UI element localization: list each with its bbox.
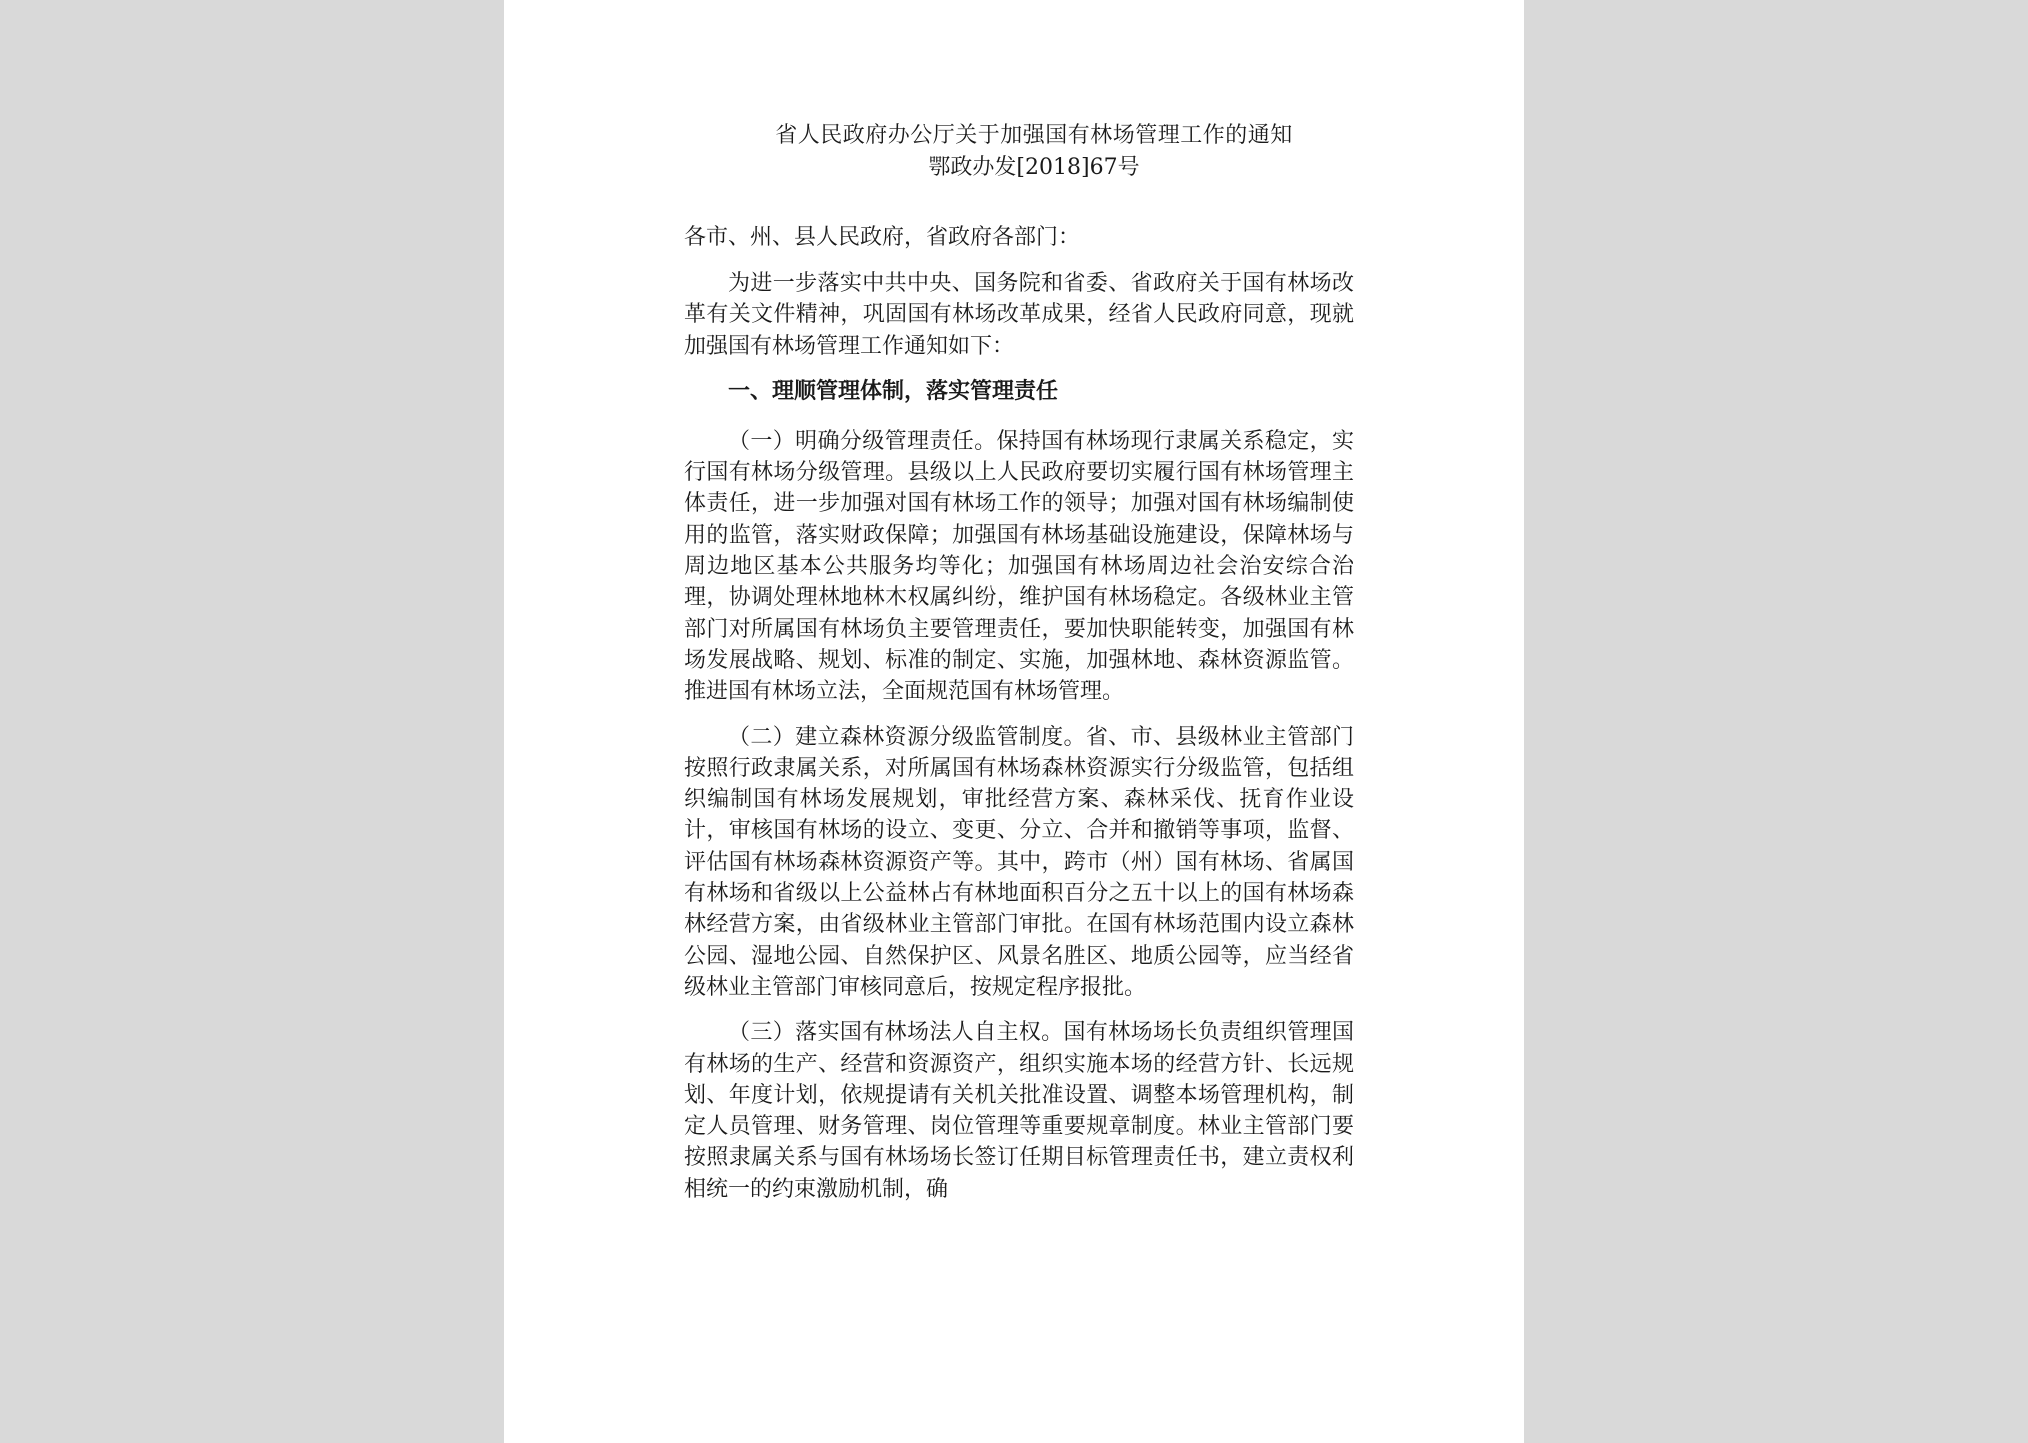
document-number: 鄂政办发[2018]67号	[928, 155, 1140, 180]
document-page	[504, 0, 1524, 1443]
paragraph-2: （二）建立森林资源分级监管制度。省、市、县级林业主管部门按照行政隶属关系，对所属国有林场森林资源实行分级监管，包括组织编制国有林场发展规划，审批经营方案、森林采伐、抚育作业设计，审核国有林场的设立、变更、分立、合并和撤销等事项，监督、评估国有林场森林资源资产等。其中，跨市（州）国有林场、省属国有林场和省级以上公益林占有林地面积百分之五十以上的国有林场森林经营方案，由省级林业主管部门审批。在国有林场范围内设立森林公园、湿地公园、自然保护区、风景名胜区、地质公园等，应当经省级林业主管部门审核同意后，按规定程序报批。	[684, 724, 1354, 1000]
document-body	[684, 120, 1354, 1219]
paragraph-1: （一）明确分级管理责任。保持国有林场现行隶属关系稳定，实行国有林场分级管理。县级以上人民政府要切实履行国有林场管理主体责任，进一步加强对国有林场工作的领导；加强对国有林场编制使用的监管，落实财政保障；加强国有林场基础设施建设，保障林场与周边地区基本公共服务均等化；加强国有林场周边社会治安综合治理，协调处理林地林木权属纠纷，维护国有林场稳定。各级林业主管部门对所属国有林场负主要管理责任，要加快职能转变，加强国有林场发展战略、规划、标准的制定、实施，加强林地、森林资源监管。推进国有林场立法，全面规范国有林场管理。	[684, 428, 1354, 705]
section-heading-1: 一、理顺管理体制，落实管理责任	[728, 378, 1059, 404]
paragraph-3: （三）落实国有林场法人自主权。国有林场场长负责组织管理国有林场的生产、经营和资源资产，组织实施本场的经营方针、长远规划、年度计划，依规提请有关机关批准设置、调整本场管理机构，制定人员管理、财务管理、岗位管理等重要规章制度。林业主管部门要按照隶属关系与国有林场场长签订任期目标管理责任书，建立责权利相统一的约束激励机制，确	[684, 1020, 1354, 1202]
intro-paragraph: 为进一步落实中共中央、国务院和省委、省政府关于国有林场改革有关文件精神，巩固国有林场改革成果，经省人民政府同意，现就加强国有林场管理工作通知如下：	[684, 271, 1354, 359]
salutation: 各市、州、县人民政府，省政府各部门：	[684, 225, 1081, 250]
document-title: 省人民政府办公厅关于加强国有林场管理工作的通知	[775, 123, 1293, 148]
